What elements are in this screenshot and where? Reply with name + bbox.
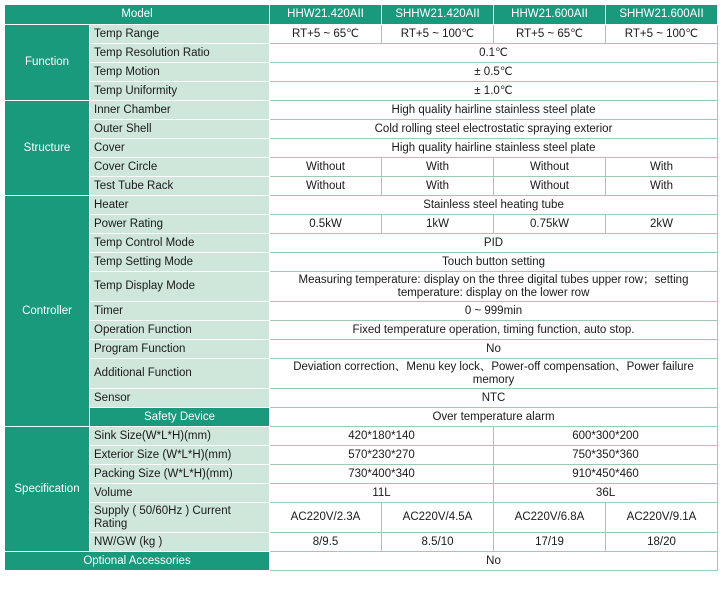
value-cell: 17/19 (494, 533, 606, 552)
param-label: Packing Size (W*L*H)(mm) (90, 465, 270, 484)
value-cell: 8.5/10 (382, 533, 494, 552)
value-cell: RT+5 ~ 100℃ (382, 25, 494, 44)
param-label: Heater (90, 196, 270, 215)
value-cell: Without (270, 177, 382, 196)
value-cell: 570*230*270 (270, 446, 494, 465)
table-row (5, 101, 718, 120)
table-row (5, 465, 718, 484)
value-cell: 0.5kW (270, 215, 382, 234)
param-label: Temp Setting Mode (90, 253, 270, 272)
param-label: Cover Circle (90, 158, 270, 177)
table-row (5, 446, 718, 465)
value-cell: 600*300*200 (494, 427, 718, 446)
value-cell: 730*400*340 (270, 465, 494, 484)
value-cell: Cold rolling steel electrostatic spraying exterior (270, 120, 718, 139)
param-label: Temp Motion (90, 63, 270, 82)
group-label-controller: Controller (5, 196, 90, 427)
value-cell: Without (270, 158, 382, 177)
value-cell: AC220V/9.1A (606, 503, 718, 533)
param-label: Operation Function (90, 321, 270, 340)
value-cell: Fixed temperature operation, timing function, auto stop. (270, 321, 718, 340)
table-row (5, 120, 718, 139)
table-row (5, 234, 718, 253)
param-label: Volume (90, 484, 270, 503)
value-cell: ± 1.0℃ (270, 82, 718, 101)
model-name: HHW21.420AII (270, 5, 382, 25)
spec-table-container (4, 4, 718, 571)
table-row (5, 321, 718, 340)
table-row (5, 503, 718, 533)
table-row (5, 408, 718, 427)
table-row (5, 139, 718, 158)
param-label: Temp Range (90, 25, 270, 44)
value-cell: 750*350*360 (494, 446, 718, 465)
table-row (5, 44, 718, 63)
value-cell: 910*450*460 (494, 465, 718, 484)
header-row (5, 5, 718, 25)
table-row (5, 302, 718, 321)
table-row (5, 25, 718, 44)
value-cell: ± 0.5℃ (270, 63, 718, 82)
value-cell: Deviation correction、Menu key lock、Power-off compensation、Power failure memory (270, 359, 718, 389)
table-row (5, 533, 718, 552)
group-label-function: Function (5, 25, 90, 101)
table-row (5, 272, 718, 302)
table-row (5, 82, 718, 101)
param-label: Outer Shell (90, 120, 270, 139)
model-name: SHHW21.420AII (382, 5, 494, 25)
table-row (5, 389, 718, 408)
value-cell: Over temperature alarm (270, 408, 718, 427)
value-cell: 420*180*140 (270, 427, 494, 446)
table-row (5, 196, 718, 215)
param-label: NW/GW (kg ) (90, 533, 270, 552)
value-cell: 11L (270, 484, 494, 503)
value-cell: 2kW (606, 215, 718, 234)
model-name: SHHW21.600AII (606, 5, 718, 25)
param-label: Cover (90, 139, 270, 158)
safety-device-label: Safety Device (90, 408, 270, 427)
param-label: Timer (90, 302, 270, 321)
param-label: Supply ( 50/60Hz ) Current Rating (90, 503, 270, 533)
model-name: HHW21.600AII (494, 5, 606, 25)
param-label: Program Function (90, 340, 270, 359)
model-header: Model (5, 5, 270, 25)
param-label: Sink Size(W*L*H)(mm) (90, 427, 270, 446)
value-cell: 1kW (382, 215, 494, 234)
value-cell: High quality hairline stainless steel plate (270, 139, 718, 158)
table-row (5, 177, 718, 196)
value-cell: Without (494, 177, 606, 196)
table-row (5, 158, 718, 177)
value-cell: RT+5 ~ 100℃ (606, 25, 718, 44)
value-cell: 0.75kW (494, 215, 606, 234)
param-label: Temp Control Mode (90, 234, 270, 253)
value-cell: 8/9.5 (270, 533, 382, 552)
value-cell: 18/20 (606, 533, 718, 552)
table-row (5, 427, 718, 446)
value-cell: AC220V/2.3A (270, 503, 382, 533)
value-cell: AC220V/6.8A (494, 503, 606, 533)
table-row (5, 340, 718, 359)
group-label-specification: Specification (5, 427, 90, 552)
table-row (5, 552, 718, 571)
value-cell: PID (270, 234, 718, 253)
value-cell: With (382, 158, 494, 177)
table-row (5, 359, 718, 389)
table-row (5, 215, 718, 234)
param-label: Temp Display Mode (90, 272, 270, 302)
value-cell: Touch button setting (270, 253, 718, 272)
param-label: Sensor (90, 389, 270, 408)
value-cell: With (606, 177, 718, 196)
value-cell: With (382, 177, 494, 196)
value-cell: With (606, 158, 718, 177)
table-row (5, 484, 718, 503)
param-label: Inner Chamber (90, 101, 270, 120)
specification-table (4, 4, 718, 571)
param-label: Additional Function (90, 359, 270, 389)
param-label: Temp Uniformity (90, 82, 270, 101)
value-cell: No (270, 340, 718, 359)
param-label: Power Rating (90, 215, 270, 234)
value-cell: Without (494, 158, 606, 177)
value-cell: 0 ~ 999min (270, 302, 718, 321)
table-row (5, 253, 718, 272)
param-label: Temp Resolution Ratio (90, 44, 270, 63)
param-label: Test Tube Rack (90, 177, 270, 196)
value-cell: RT+5 ~ 65℃ (270, 25, 382, 44)
value-cell: 0.1℃ (270, 44, 718, 63)
optional-accessories-label: Optional Accessories (5, 552, 270, 571)
value-cell: Stainless steel heating tube (270, 196, 718, 215)
table-row (5, 63, 718, 82)
value-cell: AC220V/4.5A (382, 503, 494, 533)
value-cell: RT+5 ~ 65℃ (494, 25, 606, 44)
param-label: Exterior Size (W*L*H)(mm) (90, 446, 270, 465)
value-cell: High quality hairline stainless steel plate (270, 101, 718, 120)
value-cell: No (270, 552, 718, 571)
group-label-structure: Structure (5, 101, 90, 196)
value-cell: NTC (270, 389, 718, 408)
value-cell: 36L (494, 484, 718, 503)
value-cell: Measuring temperature: display on the three digital tubes upper row；setting temperature: display on the lower row (270, 272, 718, 302)
